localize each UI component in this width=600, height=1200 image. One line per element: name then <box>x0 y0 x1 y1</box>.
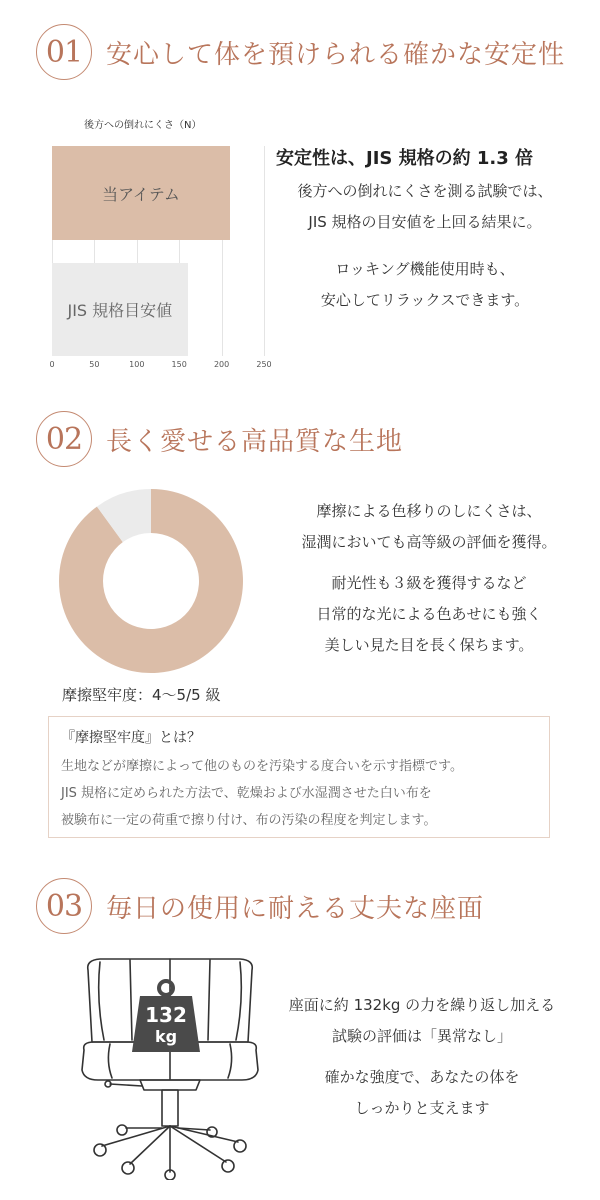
text-line: JIS 規格の目安値を上回る結果に。 <box>308 213 542 231</box>
text-line: 日常的な光による色あせにも強く <box>316 605 542 623</box>
section-02-header <box>36 409 403 469</box>
note-body <box>61 753 463 834</box>
section-title: 安心して体を預けられる確かな安定性 <box>106 39 566 70</box>
text-line: 生地などが摩擦によって他のものを汚染する度合いを示す指標です。 <box>61 759 463 774</box>
x-tick-label: 50 <box>89 360 100 369</box>
text-line: 安心してリラックスできます。 <box>320 291 530 309</box>
section-03-header <box>36 876 484 936</box>
x-tick-label: 0 <box>49 360 55 369</box>
fastness-note-box <box>48 716 550 838</box>
text-line: しっかりと支えます <box>354 1099 490 1117</box>
text-line: 試験の評価は「異常なし」 <box>331 1027 512 1045</box>
bar-label: 当アイテム <box>102 184 180 204</box>
section-title: 長く愛せる高品質な生地 <box>106 426 404 457</box>
text-line: 座面に約 132kg の力を繰り返し加える <box>288 996 556 1014</box>
fastness-label: 摩擦堅牢度：4〜5/5 級 <box>62 686 221 704</box>
fabric-description-2 <box>264 568 594 661</box>
text-line: ロッキング機能使用時も、 <box>335 260 515 278</box>
bar-label: JIS 規格目安値 <box>67 301 173 320</box>
x-tick-label: 200 <box>213 360 230 369</box>
text-line: 被験布に一定の荷重で擦り付け、布の汚染の程度を判定します。 <box>61 813 437 828</box>
text-line: 美しい見た目を長く保ちます。 <box>324 636 534 654</box>
section-number-badge: 03 <box>36 878 92 934</box>
text-line: 確かな強度で、あなたの体を <box>324 1068 520 1086</box>
fastness-donut-chart <box>56 486 246 676</box>
x-tick-label: 100 <box>129 360 145 369</box>
stability-heading: 安定性は、JIS 規格の約 1.3 倍 <box>276 148 534 169</box>
seat-description-2 <box>262 1062 582 1124</box>
x-tick-label: 250 <box>256 360 272 369</box>
note-title: 『摩擦堅牢度』とは？ <box>61 730 201 746</box>
weight-unit: kg <box>154 1027 178 1046</box>
text-line: 後方への倒れにくさを測る試験では、 <box>297 182 553 200</box>
bar-this-item <box>52 146 230 240</box>
chart-title: 後方への倒れにくさ（N） <box>84 120 202 131</box>
text-line: 耐光性も３級を獲得するなど <box>331 574 527 592</box>
fabric-description <box>264 496 594 558</box>
text-line: 摩擦による色移りのしにくさは、 <box>316 502 542 520</box>
weight-number: 132 <box>145 1003 187 1027</box>
text-line: 湿潤においても高等級の評価を獲得。 <box>301 533 557 551</box>
x-tick-label: 150 <box>171 360 187 369</box>
stability-description-2 <box>270 254 580 316</box>
section-number-badge: 02 <box>36 411 92 467</box>
weight-icon <box>126 978 206 1058</box>
section-01-header <box>36 22 565 82</box>
seat-description <box>262 990 582 1052</box>
text-line: JIS 規格に定められた方法で、乾燥および水湿潤させた白い布を <box>61 786 432 801</box>
bar-jis-standard <box>52 263 188 356</box>
section-title: 毎日の使用に耐える丈夫な座面 <box>106 893 485 924</box>
stability-description <box>270 176 580 238</box>
gridline <box>264 146 265 356</box>
section-number-badge: 01 <box>36 24 92 80</box>
